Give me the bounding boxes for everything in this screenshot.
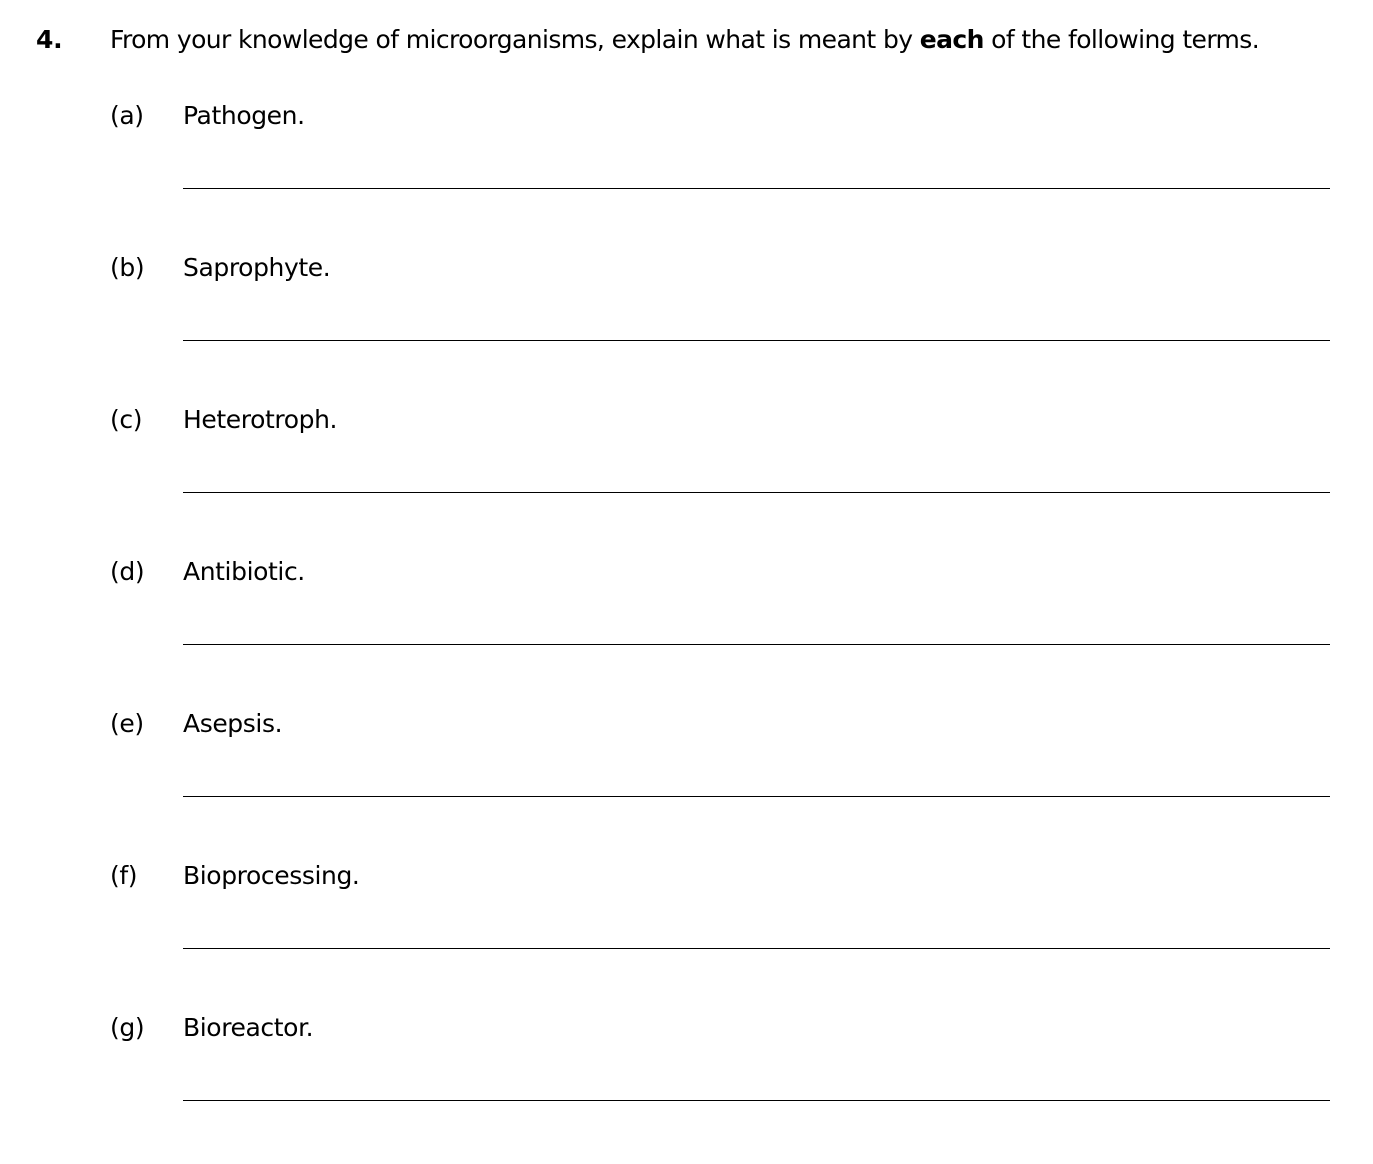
question-stem-end: of the following terms. <box>983 25 1260 54</box>
part-label: (b) <box>110 253 145 282</box>
part-d <box>0 556 1373 708</box>
part-term: Pathogen. <box>183 101 305 130</box>
part-label: (g) <box>110 1013 145 1042</box>
part-term: Saprophyte. <box>183 253 331 282</box>
answer-line-d[interactable] <box>183 644 1330 645</box>
answer-line-a[interactable] <box>183 188 1330 189</box>
answer-line-e[interactable] <box>183 796 1330 797</box>
part-term: Antibiotic. <box>183 557 305 586</box>
part-label: (f) <box>110 861 138 890</box>
answer-line-f[interactable] <box>183 948 1330 949</box>
question-stem <box>110 24 1259 56</box>
part-a <box>0 100 1373 252</box>
answer-line-g[interactable] <box>183 1100 1330 1101</box>
part-c <box>0 404 1373 556</box>
part-term: Heterotroph. <box>183 405 338 434</box>
part-f <box>0 860 1373 1012</box>
part-g <box>0 1012 1373 1164</box>
part-term: Bioreactor. <box>183 1013 314 1042</box>
part-e <box>0 708 1373 860</box>
part-label: (a) <box>110 101 144 130</box>
part-label: (d) <box>110 557 145 586</box>
question-stem-emphasis: each <box>919 25 984 54</box>
question-stem-start: From your knowledge of microorganisms, explain what is meant by <box>110 25 920 54</box>
question-number: 4. <box>36 25 63 54</box>
part-b <box>0 252 1373 404</box>
answer-line-b[interactable] <box>183 340 1330 341</box>
part-label: (e) <box>110 709 144 738</box>
part-term: Bioprocessing. <box>183 861 360 890</box>
answer-line-c[interactable] <box>183 492 1330 493</box>
part-term: Asepsis. <box>183 709 283 738</box>
part-label: (c) <box>110 405 143 434</box>
